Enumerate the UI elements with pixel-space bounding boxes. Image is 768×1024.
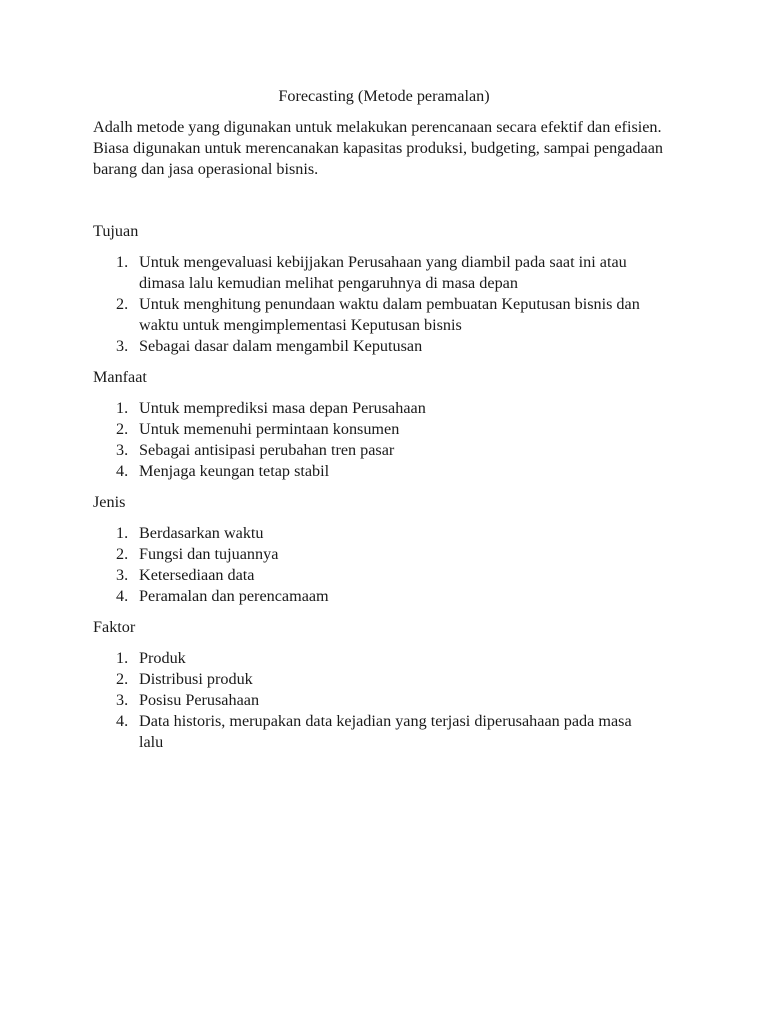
list-number: 1. bbox=[116, 649, 129, 667]
list-number: 4. bbox=[116, 587, 129, 605]
list-item bbox=[93, 648, 659, 669]
list-item-text: Posisu Perusahaan bbox=[139, 691, 260, 709]
list-number: 1. bbox=[116, 399, 129, 417]
list-number: 3. bbox=[116, 337, 129, 355]
list-item-text: Untuk mengevaluasi kebijjakan Perusahaan yang diambil pada saat ini atau dimasa lalu kemudian melihat pengaruhnya di masa depan bbox=[139, 253, 627, 292]
numbered-list-tujuan bbox=[93, 252, 693, 357]
list-item bbox=[93, 523, 659, 544]
list-item bbox=[93, 398, 659, 419]
list-item bbox=[93, 419, 659, 440]
numbered-list-manfaat bbox=[93, 398, 693, 482]
list-number: 1. bbox=[116, 524, 129, 542]
list-number: 3. bbox=[116, 441, 129, 459]
section-heading-manfaat: Manfaat bbox=[93, 368, 147, 386]
list-number: 4. bbox=[116, 712, 129, 730]
list-item-text: Produk bbox=[139, 649, 186, 667]
list-item bbox=[93, 711, 659, 753]
list-number: 2. bbox=[116, 670, 129, 688]
list-item-text: Untuk memenuhi permintaan konsumen bbox=[139, 420, 400, 438]
list-number: 1. bbox=[116, 253, 129, 271]
intro-paragraph: Adalh metode yang digunakan untuk melakukan perencanaan secara efektif dan efisien. Biasa digunakan untuk merencanakan kapasitas produksi, budgeting, sampai pengadaan barang dan jasa operasional bisnis. bbox=[93, 118, 663, 178]
sections-container bbox=[93, 221, 693, 753]
numbered-list-faktor bbox=[93, 648, 693, 753]
list-item bbox=[93, 544, 659, 565]
list-item-text: Peramalan dan perencamaam bbox=[139, 587, 329, 605]
list-number: 2. bbox=[116, 295, 129, 313]
list-item bbox=[93, 565, 659, 586]
document-title: Forecasting (Metode peramalan) bbox=[278, 87, 490, 105]
list-number: 3. bbox=[116, 691, 129, 709]
list-item-text: Sebagai antisipasi perubahan tren pasar bbox=[139, 441, 395, 459]
list-item bbox=[93, 461, 659, 482]
list-number: 2. bbox=[116, 545, 129, 563]
list-item-text: Distribusi produk bbox=[139, 670, 253, 688]
list-item-text: Data historis, merupakan data kejadian yang terjasi diperusahaan pada masa lalu bbox=[139, 712, 632, 751]
numbered-list-jenis bbox=[93, 523, 693, 607]
list-item bbox=[93, 440, 659, 461]
list-item-text: Ketersediaan data bbox=[139, 566, 255, 584]
list-item-text: Untuk menghitung penundaan waktu dalam pembuatan Keputusan bisnis dan waktu untuk mengimplementasi Keputusan bisnis bbox=[139, 295, 640, 334]
list-item-text: Fungsi dan tujuannya bbox=[139, 545, 279, 563]
section-heading-jenis: Jenis bbox=[93, 493, 126, 511]
list-item bbox=[93, 669, 659, 690]
list-item bbox=[93, 586, 659, 607]
list-item bbox=[93, 294, 659, 336]
section-heading-faktor: Faktor bbox=[93, 618, 136, 636]
section-heading-tujuan: Tujuan bbox=[93, 222, 139, 240]
document-page bbox=[93, 86, 693, 753]
list-item-text: Berdasarkan waktu bbox=[139, 524, 264, 542]
list-item bbox=[93, 252, 659, 294]
list-item-text: Menjaga keungan tetap stabil bbox=[139, 462, 330, 480]
list-item-text: Sebagai dasar dalam mengambil Keputusan bbox=[139, 337, 423, 355]
list-item bbox=[93, 336, 659, 357]
list-number: 3. bbox=[116, 566, 129, 584]
list-item-text: Untuk memprediksi masa depan Perusahaan bbox=[139, 399, 426, 417]
list-number: 2. bbox=[116, 420, 129, 438]
list-item bbox=[93, 690, 659, 711]
list-number: 4. bbox=[116, 462, 129, 480]
